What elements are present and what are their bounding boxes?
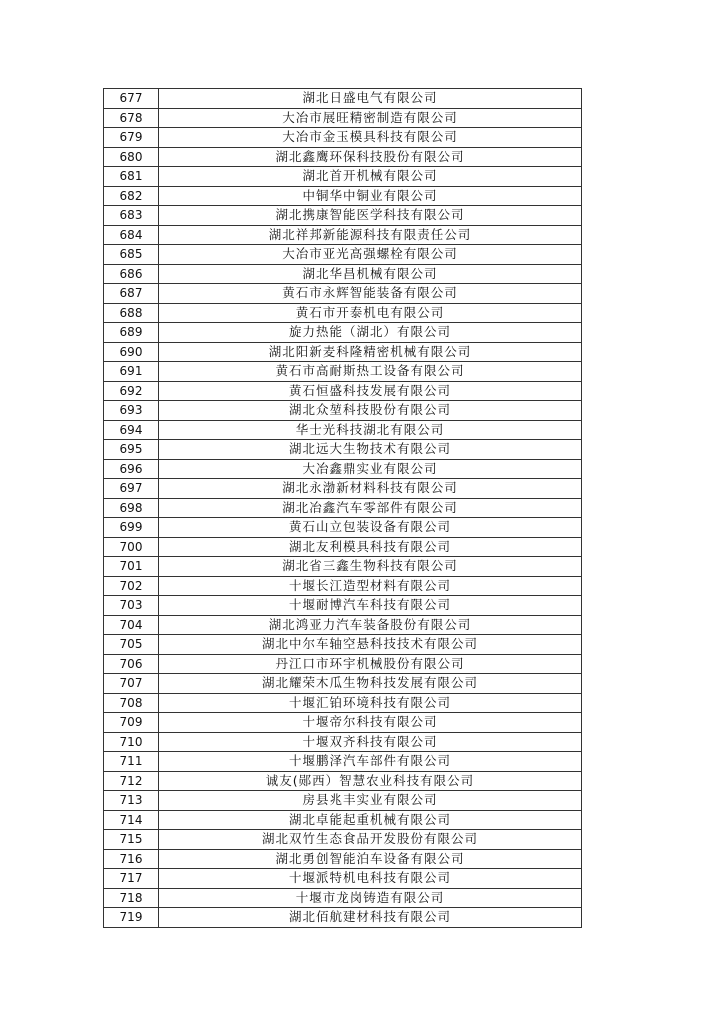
company-name: 黄石市开泰机电有限公司 bbox=[159, 303, 582, 323]
company-name: 湖北鑫鹰环保科技股份有限公司 bbox=[159, 147, 582, 167]
table-row bbox=[104, 596, 582, 616]
company-name: 湖北双竹生态食品开发股份有限公司 bbox=[159, 830, 582, 850]
row-number: 708 bbox=[104, 693, 159, 713]
company-name: 中铜华中铜业有限公司 bbox=[159, 186, 582, 206]
company-name: 湖北华昌机械有限公司 bbox=[159, 264, 582, 284]
table-row bbox=[104, 830, 582, 850]
company-name: 湖北省三鑫生物科技有限公司 bbox=[159, 557, 582, 577]
row-number: 715 bbox=[104, 830, 159, 850]
row-number: 695 bbox=[104, 440, 159, 460]
row-number: 678 bbox=[104, 108, 159, 128]
company-name: 湖北勇创智能泊车设备有限公司 bbox=[159, 849, 582, 869]
row-number: 682 bbox=[104, 186, 159, 206]
company-name: 湖北首开机械有限公司 bbox=[159, 167, 582, 187]
row-number: 703 bbox=[104, 596, 159, 616]
row-number: 680 bbox=[104, 147, 159, 167]
company-name: 大冶市展旺精密制造有限公司 bbox=[159, 108, 582, 128]
row-number: 691 bbox=[104, 362, 159, 382]
table-row bbox=[104, 381, 582, 401]
company-name: 湖北卓能起重机械有限公司 bbox=[159, 810, 582, 830]
row-number: 716 bbox=[104, 849, 159, 869]
row-number: 686 bbox=[104, 264, 159, 284]
row-number: 700 bbox=[104, 537, 159, 557]
company-name: 十堰鹏泽汽车部件有限公司 bbox=[159, 752, 582, 772]
company-name: 湖北祥邦新能源科技有限责任公司 bbox=[159, 225, 582, 245]
row-number: 702 bbox=[104, 576, 159, 596]
row-number: 693 bbox=[104, 401, 159, 421]
company-name: 丹江口市环宇机械股份有限公司 bbox=[159, 654, 582, 674]
company-name: 湖北佰航建材科技有限公司 bbox=[159, 908, 582, 928]
company-name: 黄石市永辉智能装备有限公司 bbox=[159, 284, 582, 304]
company-name: 大冶市金玉模具科技有限公司 bbox=[159, 128, 582, 148]
row-number: 713 bbox=[104, 791, 159, 811]
table-row bbox=[104, 518, 582, 538]
row-number: 712 bbox=[104, 771, 159, 791]
row-number: 677 bbox=[104, 89, 159, 109]
company-name: 湖北冶鑫汽车零部件有限公司 bbox=[159, 498, 582, 518]
table-row bbox=[104, 752, 582, 772]
table-row bbox=[104, 245, 582, 265]
row-number: 718 bbox=[104, 888, 159, 908]
table-row bbox=[104, 674, 582, 694]
table-row bbox=[104, 459, 582, 479]
table-row bbox=[104, 89, 582, 109]
table-row bbox=[104, 420, 582, 440]
row-number: 699 bbox=[104, 518, 159, 538]
row-number: 684 bbox=[104, 225, 159, 245]
company-name: 湖北众堃科技股份有限公司 bbox=[159, 401, 582, 421]
company-name: 黄石市高耐斯热工设备有限公司 bbox=[159, 362, 582, 382]
company-name: 湖北永渤新材料科技有限公司 bbox=[159, 479, 582, 499]
company-name: 湖北日盛电气有限公司 bbox=[159, 89, 582, 109]
company-name: 十堰市龙岗铸造有限公司 bbox=[159, 888, 582, 908]
company-name: 华士光科技湖北有限公司 bbox=[159, 420, 582, 440]
row-number: 697 bbox=[104, 479, 159, 499]
company-name: 湖北中尔车轴空悬科技技术有限公司 bbox=[159, 635, 582, 655]
table-row bbox=[104, 849, 582, 869]
table-row bbox=[104, 713, 582, 733]
table-row bbox=[104, 908, 582, 928]
table-row bbox=[104, 810, 582, 830]
company-table bbox=[103, 88, 582, 928]
table-row bbox=[104, 498, 582, 518]
table-row bbox=[104, 362, 582, 382]
company-name: 黄石山立包装设备有限公司 bbox=[159, 518, 582, 538]
company-name: 湖北耀荣木瓜生物科技发展有限公司 bbox=[159, 674, 582, 694]
row-number: 694 bbox=[104, 420, 159, 440]
company-name: 十堰帝尔科技有限公司 bbox=[159, 713, 582, 733]
company-name: 湖北远大生物技术有限公司 bbox=[159, 440, 582, 460]
table-row bbox=[104, 128, 582, 148]
company-name: 湖北携康智能医学科技有限公司 bbox=[159, 206, 582, 226]
company-name: 大冶市亚光高强螺栓有限公司 bbox=[159, 245, 582, 265]
table-row bbox=[104, 557, 582, 577]
row-number: 719 bbox=[104, 908, 159, 928]
table-row bbox=[104, 888, 582, 908]
table-row bbox=[104, 147, 582, 167]
table-row bbox=[104, 401, 582, 421]
company-name: 大冶鑫鼎实业有限公司 bbox=[159, 459, 582, 479]
table-row bbox=[104, 693, 582, 713]
company-name: 十堰双齐科技有限公司 bbox=[159, 732, 582, 752]
row-number: 701 bbox=[104, 557, 159, 577]
row-number: 717 bbox=[104, 869, 159, 889]
company-name: 房县兆丰实业有限公司 bbox=[159, 791, 582, 811]
row-number: 683 bbox=[104, 206, 159, 226]
company-name: 旋力热能（湖北）有限公司 bbox=[159, 323, 582, 343]
row-number: 679 bbox=[104, 128, 159, 148]
table-row bbox=[104, 225, 582, 245]
table-row bbox=[104, 615, 582, 635]
table-row bbox=[104, 479, 582, 499]
company-name: 黄石恒盛科技发展有限公司 bbox=[159, 381, 582, 401]
row-number: 707 bbox=[104, 674, 159, 694]
row-number: 706 bbox=[104, 654, 159, 674]
table-row bbox=[104, 303, 582, 323]
table-row bbox=[104, 167, 582, 187]
company-name: 湖北阳新麦科隆精密机械有限公司 bbox=[159, 342, 582, 362]
row-number: 710 bbox=[104, 732, 159, 752]
table-row bbox=[104, 635, 582, 655]
table-row bbox=[104, 323, 582, 343]
table-row bbox=[104, 108, 582, 128]
company-name: 十堰汇铂环境科技有限公司 bbox=[159, 693, 582, 713]
row-number: 689 bbox=[104, 323, 159, 343]
company-table-body bbox=[104, 89, 582, 928]
row-number: 698 bbox=[104, 498, 159, 518]
row-number: 711 bbox=[104, 752, 159, 772]
table-row bbox=[104, 654, 582, 674]
company-name: 诚友(郧西）智慧农业科技有限公司 bbox=[159, 771, 582, 791]
row-number: 685 bbox=[104, 245, 159, 265]
table-row bbox=[104, 771, 582, 791]
row-number: 688 bbox=[104, 303, 159, 323]
row-number: 681 bbox=[104, 167, 159, 187]
table-row bbox=[104, 576, 582, 596]
row-number: 705 bbox=[104, 635, 159, 655]
company-name: 十堰派特机电科技有限公司 bbox=[159, 869, 582, 889]
table-row bbox=[104, 206, 582, 226]
table-row bbox=[104, 342, 582, 362]
table-row bbox=[104, 537, 582, 557]
table-row bbox=[104, 264, 582, 284]
table-row bbox=[104, 869, 582, 889]
row-number: 687 bbox=[104, 284, 159, 304]
row-number: 704 bbox=[104, 615, 159, 635]
table-row bbox=[104, 284, 582, 304]
row-number: 696 bbox=[104, 459, 159, 479]
table-row bbox=[104, 732, 582, 752]
table-row bbox=[104, 440, 582, 460]
row-number: 692 bbox=[104, 381, 159, 401]
company-name: 湖北友利模具科技有限公司 bbox=[159, 537, 582, 557]
row-number: 709 bbox=[104, 713, 159, 733]
row-number: 690 bbox=[104, 342, 159, 362]
company-name: 湖北鸿亚力汽车装备股份有限公司 bbox=[159, 615, 582, 635]
row-number: 714 bbox=[104, 810, 159, 830]
company-name: 十堰长江造型材料有限公司 bbox=[159, 576, 582, 596]
table-row bbox=[104, 186, 582, 206]
company-name: 十堰耐博汽车科技有限公司 bbox=[159, 596, 582, 616]
table-row bbox=[104, 791, 582, 811]
